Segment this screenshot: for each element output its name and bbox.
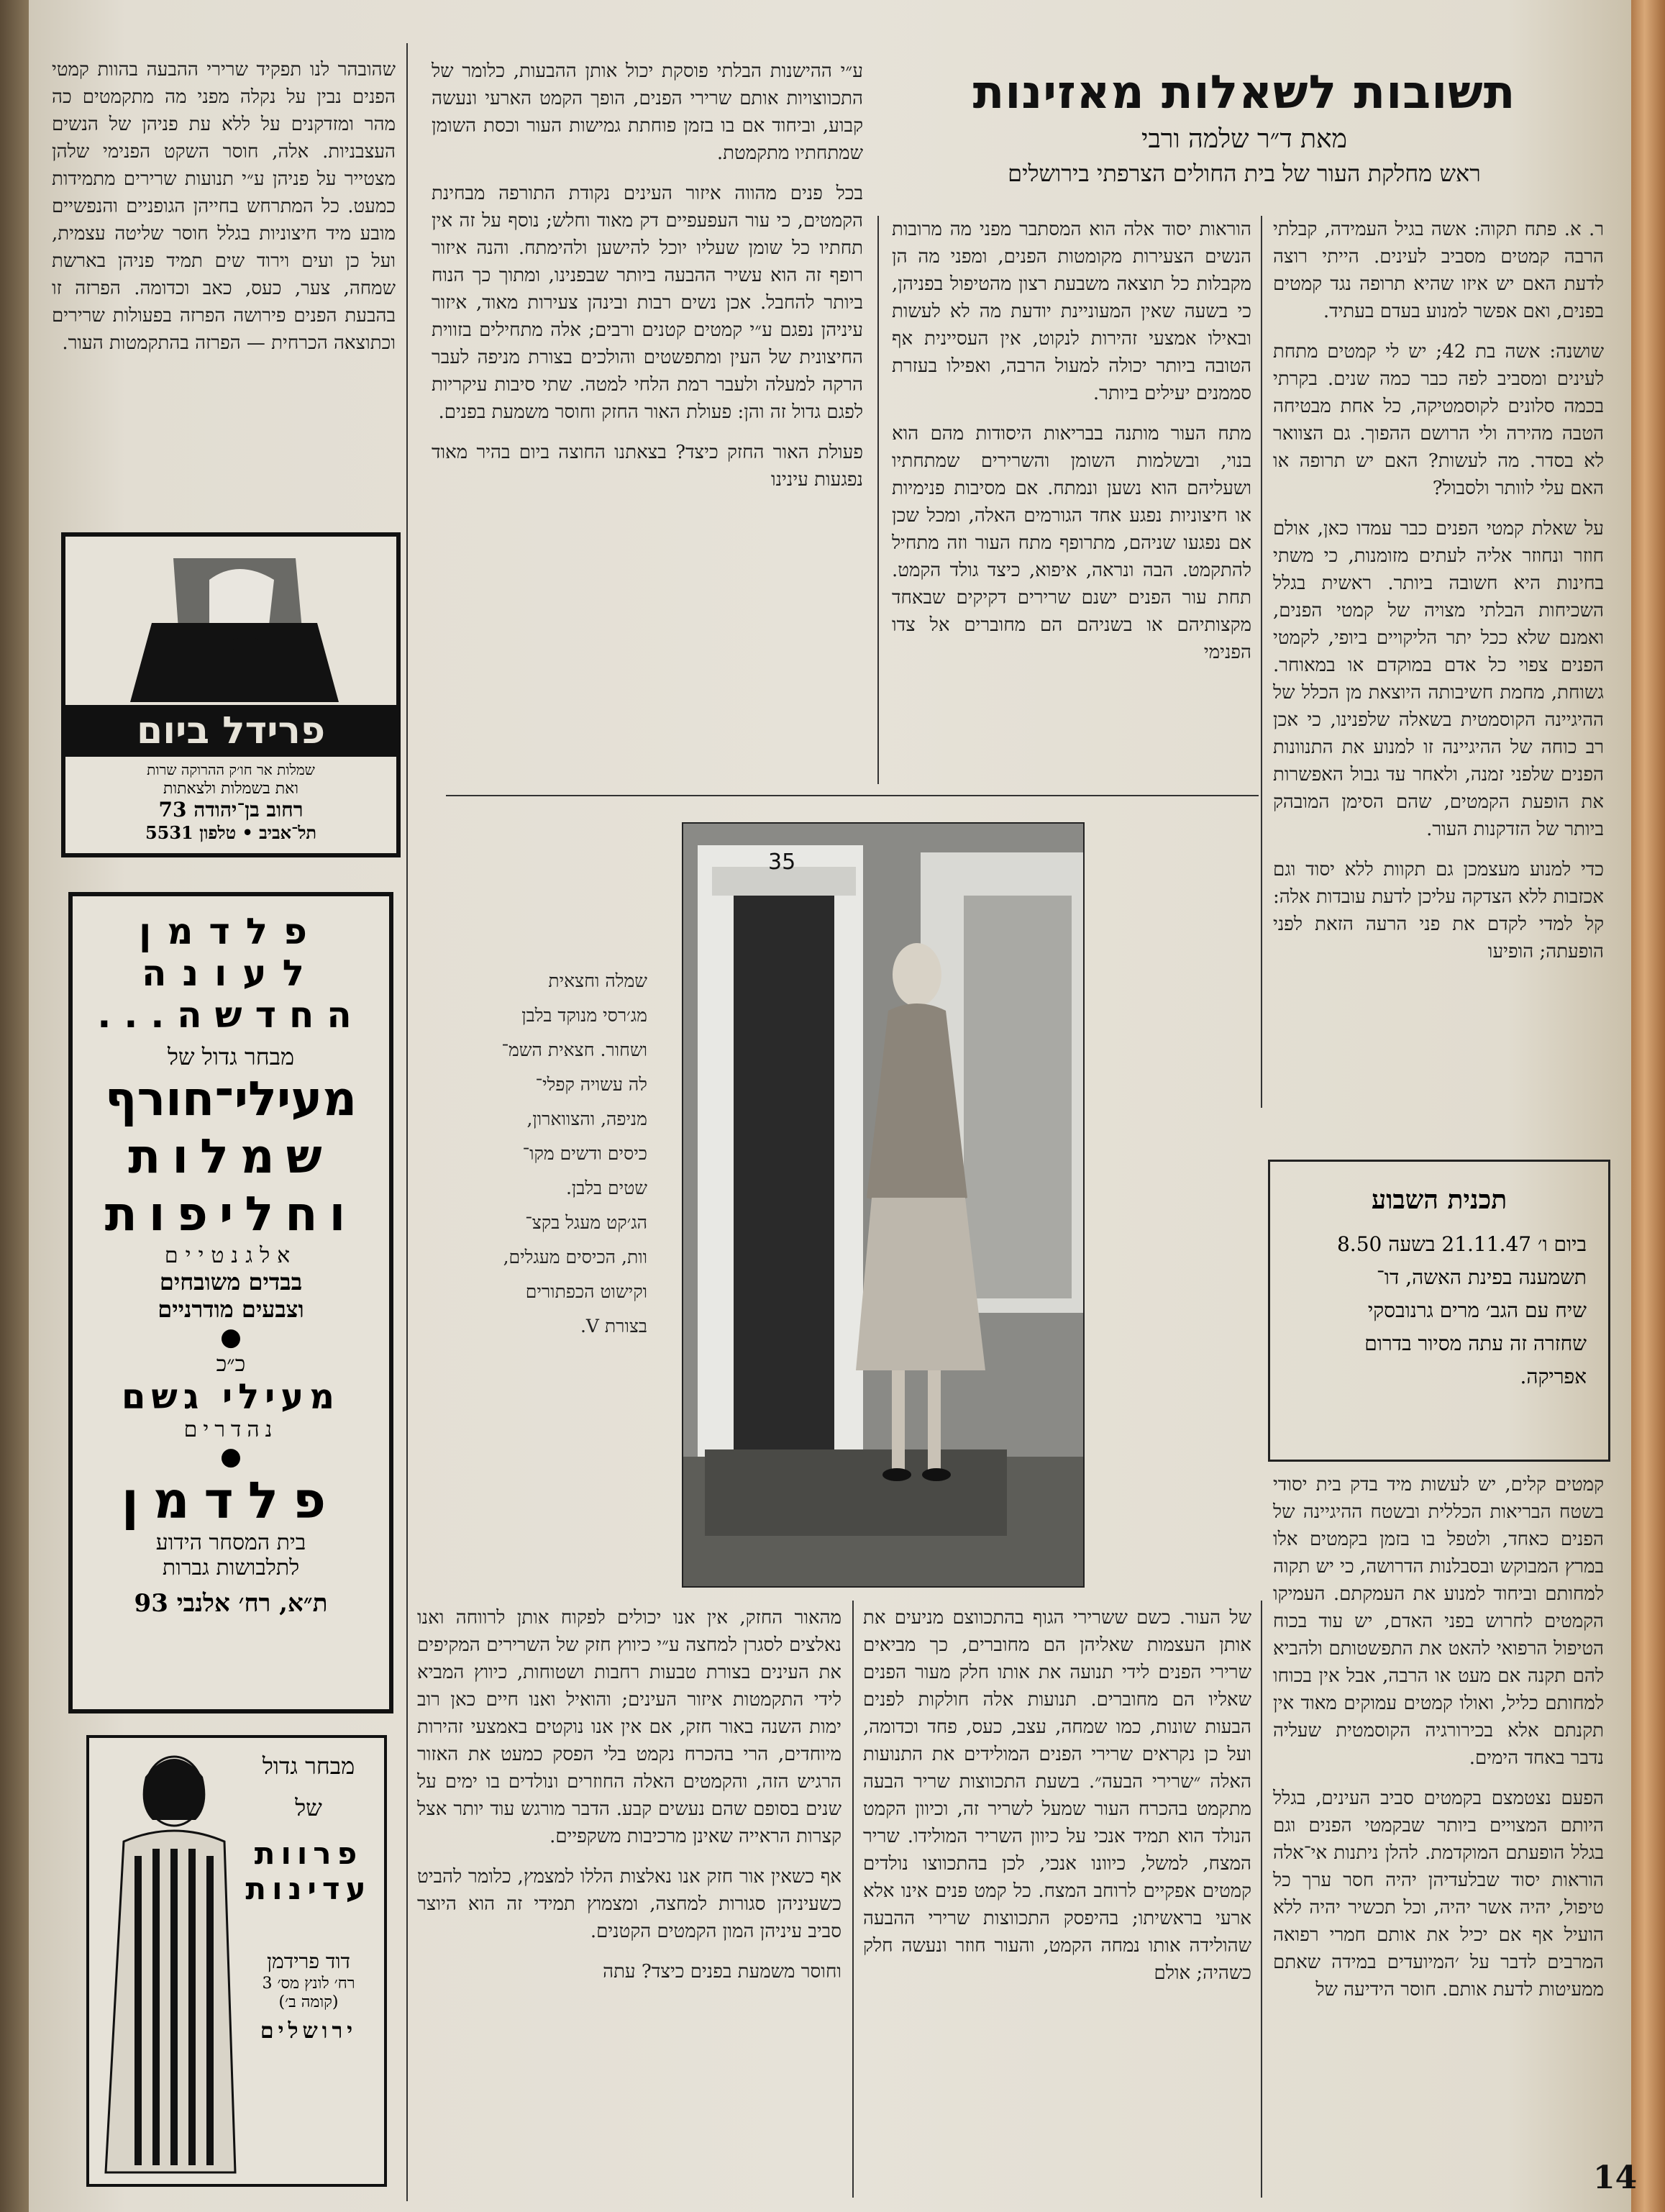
caption-line: הג׳קט מעגל בקצ־ [525,1212,647,1233]
article-paragraph: פעולת האור החזק כיצד? בצאתנו החוצה ביום בהיר מאוד נפגעות עינינו [432,442,863,491]
photo-caption [432,964,647,1344]
ad-feldman-elegant: אלגנטיים [164,1243,298,1268]
article-column-1 [1273,216,1604,1137]
article-paragraph: וחוסר משמעת בפנים כיצד? עתה [603,1961,841,1983]
ad-brand: פרידל ביום [65,705,396,757]
program-box-text [1292,1228,1587,1393]
ad-furs-street: רח׳ לונץ מס׳ 3 [262,1975,355,1993]
article-paragraph: אף כשאין אור חזק אנו נאלצות הללו למצמץ, כלומר להביט כשעיניהן סגורות למחצה, ומצמוץ תמידי זה הוא היוצר סביב עיניהן המון הקמטים הקטנים. [417,1866,841,1942]
ad-feldman-clothing: לתלבושות גברות [162,1555,300,1580]
ad-city-phone: תל־אביב • טלפון 5531 [145,822,317,843]
letter-paragraph: ר. א. פתח תקוה: אשה בגיל העמידה, קבלתי הרבה קמטים מסביב לעינים. הייתי רוצה לדעת האם יש איזו שהיא תרופה נגד קמטים בפנים, ואם אפשר למנוע בעדם בעתיד. [1273,219,1604,322]
article-paragraph: ע״י ההישנות הבלתי פוסקת יכול אותן ההבעות, כלומר של התכווצויות אותם שרירי הפנים, הופך הקמט הארעי ונעשה קבוע, וביחוד אם בו בזמן פוחתת גמישות העור וכסת השומן שמתחתיו מתקמטת. [432,60,863,164]
caption-line: שמלה וחצאית [548,970,647,991]
ad-fridelbaum [61,532,401,857]
binding-shadow [0,0,32,2212]
article-paragraph: קמטים קלים, יש לעשות מיד בדק בית יסודי בשטח הבריאות הכללית ובשטח ההיגיינה של הפנים כאחד, ולטפל בו בזמן בקמטים אלו במרץ המבוקש ובסבלנות הדרושה, כי יש תקוה למחותם וביחוד למנוע את העמקתם. העמיקו הקמטים לחרוש בפני האדם, יש עוד בכוח הטיפול הרפואי להאט את התפשטותם ולהביא להם תקנה אם מעט או הרבה, אבל אין בכוחו למחותם כליל, ואולו קמטים עמוקים מאוד אין תקנתם אלא בכירורגיה הקוסמטית שעליה נדבר באחד הימים. [1273,1474,1604,1769]
ad-feldman-kaf: כ״כ [216,1352,246,1377]
article-column-6 [863,1604,1251,2194]
ad-furs-line: מבחר גדול [262,1752,355,1780]
ad-feldman [68,892,393,1713]
caption-line: ושחור. חצאית השמ־ [501,1039,647,1060]
program-box-title: תכנית השבוע [1371,1185,1507,1215]
article-column-7 [417,1604,841,2194]
article-column-2 [892,216,1251,784]
article-paragraph: הפעם נצטמצם בקמטים סביב העינים, בגלל היותם המצויים ביותר שבקמטי הפנים וגם בגלל הופעתם המוקדמת. להלן ניתנות אי־אלה הוראות יסוד שבלעדיהן יהיה חסר ערך כל טיפול, יהיה אשר יהיה, וכל תכשיר יהיה ללא הועיל אף אם יכיל את אותם חמרי רפואה המרבים לדבר על ׳המיועדים במידה שאתם ממעיטות לדעת אותם. חוסר הידיעה של [1273,1788,1604,2001]
article-paragraph: שהובהר לנו תפקיד שרירי ההבעה בהוות קמטי הפנים נבין על נקלה מפני מה מתקמטים כה מהר ומזדקנים על ללא עת פניהן של הנשים העצבניות. אלה, חוסר השקט הפנימי שלהן מצטייר על פניהן ע״י תנועות שרירים מתמידות כמעט. כל המתרחש בחייהן הגופניים והנפשיים מובע מיד חיצוניות בגלל חוסר שליטה עצמית, ועל כן ועים וירוד שים תמיד פניהן בארשת שמחה, צער, כעס, כאב וכדומה. הפרזה זו בהבעת הפנים פירושה הפרזה בפעולות שרירים וכתוצאה הכרחית — הפרזה בהתקמטות העור. [52,59,396,354]
ad-furs-city: ירושלים [260,2018,357,2044]
ad-feldman-address: ת״א, רח׳ אלנבי 93 [134,1589,328,1618]
caption-line: כיסים ודשים מקו־ [522,1143,647,1164]
program-line: תשמענה בפינת האשה, דו־ [1376,1265,1587,1289]
ad-feldman-season: לעונה [142,952,320,994]
article-paragraph: על שאלת קמטי הפנים כבר עמדו כאן, אולם חוזר ונחוזר אליה לעתים מזומנות, כי משתי בחינות היא חשובה ביותר. ראשית בגלל השכיחות הבלתי מצויה של קמטי הפנים, ואמנם שלא ככל יתר הליקויים ביופי, לקמטי הפנים צפוי כל אדם במוקדם או במאוחר. גשוחת, מחמת חשיבותה היוצאת מן הכלל של ההיגיינה הקוסמטית בשאלה שלפנינו, כי אכן רב כוחה של ההיגיינה זו למנוע את התנוונות הפנים שלפני זמנה, ולאחר עד גבול האפשרות את הופעת הקמטים, שהם הסימן המובהק ביותר של הזדקנות העור. [1273,518,1604,840]
program-line: אפריקה. [1520,1365,1587,1388]
fashion-photo-illustration [683,824,1083,1586]
article-paragraph: בכל פנים מהווה איזור העינים נקודת התורפה מבחינת הקמטים, כי עור העפעפיים דק מאוד וחלש; נוסף על זה אין תחתיו כל שומן שעליו יוכל להישען ולהימתח. והנה איזור רופף זה הוא עשיר ההבעה ביותר שבפנינו, ומתוך כך הנוח ביותר להחבל. אכן נשים רבות ובינהן צעירות מאוד, איזור עיניהן נפגם ע״י קמטים קטנים ורבים; אלה מתחילים בזווית החיצונית של העין ומתפשטים והולכים בצורת מניפה לעבר הרקה למעלה ולעבר רמת הלחי למטה. שתי סיבות עיקריות לפגם גדול זה והן: פעולת האור החזק וחוסר משמעת בפנים. [432,183,863,423]
ad-furs-title: עדינות [245,1871,372,1906]
caption-line: שטים בלבן. [565,1178,647,1198]
caption-line: מג׳רסי מנוקד בלבן [521,1005,647,1026]
ad-feldman-dresses: שמלות [128,1129,334,1184]
horizontal-rule [446,795,1259,796]
program-line: שחזרה זה עתה מסיור בדרום [1364,1332,1587,1355]
woman-in-fur-illustration [95,1741,239,2180]
ad-furs-title: פרוות [254,1836,363,1871]
article-paragraph: מהאור החזק, אין אנו יכולים לפקוח אותן לרווחה ואנו נאלצים לסגרן למחצה ע״י כיווץ חזק של השרירים המקיפים את העינים בצורת טבעות רחבות ושטוחות, כיווץ המביא לידי התקמטות איזור העינים; והואיל ואנו חיים כאן רוב ימות השנה באור חזק, אם אין אנו נוקטים באמצעי זהירות מיוחדים, הרי בהכרח נקמט בלי הפסק כמעט את האזור הרגיש הזה, והקמטים האלה החוזרים ונולדים בו ימים על שנים בסופם שהם נעשים קבע. הדבר מורגש עוד יותר אצל קצרות הראייה שאינן מרכיבות משקפיים. [417,1607,841,1847]
column-rule [1261,216,1262,1108]
article-column-5 [1273,1471,1604,2198]
ad-feldman-name-big: פלדמן [121,1471,341,1530]
ad-feldman-season: החדשה... [97,994,365,1036]
article-paragraph: כדי למנוע מעצמכן גם תקוות ללא יסוד וגם אכזבות ללא הצדקה עליכן לדעת עובדות אלה: קל למדי לקדם את פני הרעה הזאת לפני הופעתה; הופיעו [1273,859,1604,962]
ad-address: רחוב בן־יהודה 73 [158,798,304,821]
article-paragraph: מתח העור מותנה בבריאות היסודות מהם הוא בנוי, ובשלמות השומן והשרירים שמתחתיו ושעליהם הוא נשען ונמתח. אם מסיבות פנימיות או חיצוניות נפגע אחד הגורמים האלה, ומכל שכן אם נפגעו שניהם, מתרופף מתח העור וזה מתחיל להתקמט. הבה ונראה, איפוא, כיצד גולד הקמט. תחת עור הפנים ישנם שרירים דקיקים שבאחד מקצותיהם או בשניהם הם מחוברים אל צדו הפנימי [892,423,1251,663]
ad-furs-line: של [295,1794,322,1821]
program-line: ביום ו׳ 21.11.47 בשעה 8.50 [1336,1232,1587,1256]
column-rule [877,216,879,784]
ad-line: שמלות אר חו׳ק ההרוקה שרות [147,761,315,778]
house-number: 35 [768,850,796,875]
ad-furs [86,1735,387,2187]
page-number: 14 [1593,2159,1638,2196]
ad-feldman-raincoats: מעילי גשם [122,1377,340,1417]
article-column-4 [52,56,396,488]
ad-feldman-house: בית המסחר הידוע [155,1530,306,1555]
ad-furs-text [240,1752,377,2044]
article-author-role: ראש מחלקת העור של בית החולים הצרפתי בירושלים [1008,160,1481,187]
article-paragraph: הוראות יסוד אלה הוא המסתבר מפני מה מרובות הנשים הצעירות מקומטות הפנים, ומפני מה הן מקבלות כל תוצאה משבעת רצון מהטיפול בפניהן, כי בשעה שאין המעוניינת יודעת מה לא לעשות ובאילו אמצעי זהירות לנקוט, אין העסיינית אף הטובה ביותר יכולה למעול הרבה, ואפילו בעזרת סממנים יעילים ביותר. [892,219,1251,404]
fashion-photo [682,822,1085,1588]
article-column-3 [432,58,863,784]
ad-feldman-choice: מבחר גדול של [167,1043,295,1070]
ad-feldman-name: פלדמן [139,911,323,952]
caption-line: לה עשויה קפלי־ [535,1074,647,1095]
column-rule [406,43,408,2201]
ad-feldman-splendid: נהדרים [183,1417,278,1442]
fashion-mask-illustration [65,537,396,702]
ad-feldman-fabrics: בבדים משובחים [159,1268,303,1296]
caption-line: וקישוט הכפתורים [525,1281,647,1302]
article-title: תשובות לשאלות מאזינות [972,66,1516,119]
ad-bullet: ● [220,1323,242,1352]
caption-line: מניפה, והצווארון, [526,1109,647,1129]
ad-furs-shop: דוד פרידמן [267,1949,350,1973]
column-rule [852,1601,854,2198]
program-line: שיח עם הגב׳ מרים גרנובסקי [1367,1298,1587,1322]
ad-feldman-suits: וחליפות [104,1186,357,1242]
ad-line: ואת בשמלות ולצאתות [163,780,298,798]
article-author: מאת ד״ר שלמה ורבי [1141,124,1347,154]
ad-furs-street: (קומה ב׳) [278,1993,339,2011]
ad-feldman-colors: וצבעים מודרניים [158,1296,304,1323]
caption-line: בצורת V. [580,1316,647,1337]
letter-paragraph: שושנה: אשה בת 42; יש לי קמטים מתחת לעינים ומסביב לפה כבר כמה שנים. בקרתי בכמה סלונים לקוסמטיקה, כל אחת מבטיחה הטבה מהירה ולי הרושם ההפוך. גם הצוואר לא בסדר. מה לעשות? האם יש תרופה או האם עלי לוותר ולסבול? [1273,341,1604,499]
column-rule [1261,1601,1262,2198]
ad-bullet: ● [220,1442,242,1471]
article-paragraph: של העור. כשם ששרירי הגוף בהתכווצם מניעים את אותן העצמות שאליהן הם מחוברים, כך מביאים שרירי הפנים לידי תנועה את אותו חלק מעור הפנים שאליו הם מחוברים. תנועות אלה חולקות לפנים הבעות שונות, כמו שמחה, עצב, כעס, פחד וכדומה, ועל כן נקראים שרירי הפנים המולידים את התנועות האלה ״שרירי הבעה״. בשעת התכווצות שריר הבעה מתקמט בהכרח העור שמעל לשריר זה, וכיוון הקמט הנולד הוא תמיד אנכי על כיוון השריר המולידו. שריר המצח, למשל, כיוונו אנכי, לכן בהתכווצו נולדים קמטים אפקיים לרוחב המצח. כל קמט פנים אינו אלא ארעי בראשיתו; בהיפסק התכווצות שרירי ההבעה שהולידה אותו נמחה הקמט, והעור חוזר ונעשה חלק כשהיה; אולם [863,1607,1251,1984]
weekly-program-box [1268,1160,1610,1462]
page-edge [1631,0,1665,2212]
caption-line: וות, הכיסים מעגלים, [503,1247,647,1267]
ad-feldman-coats: מעילי־חורף [104,1071,357,1127]
